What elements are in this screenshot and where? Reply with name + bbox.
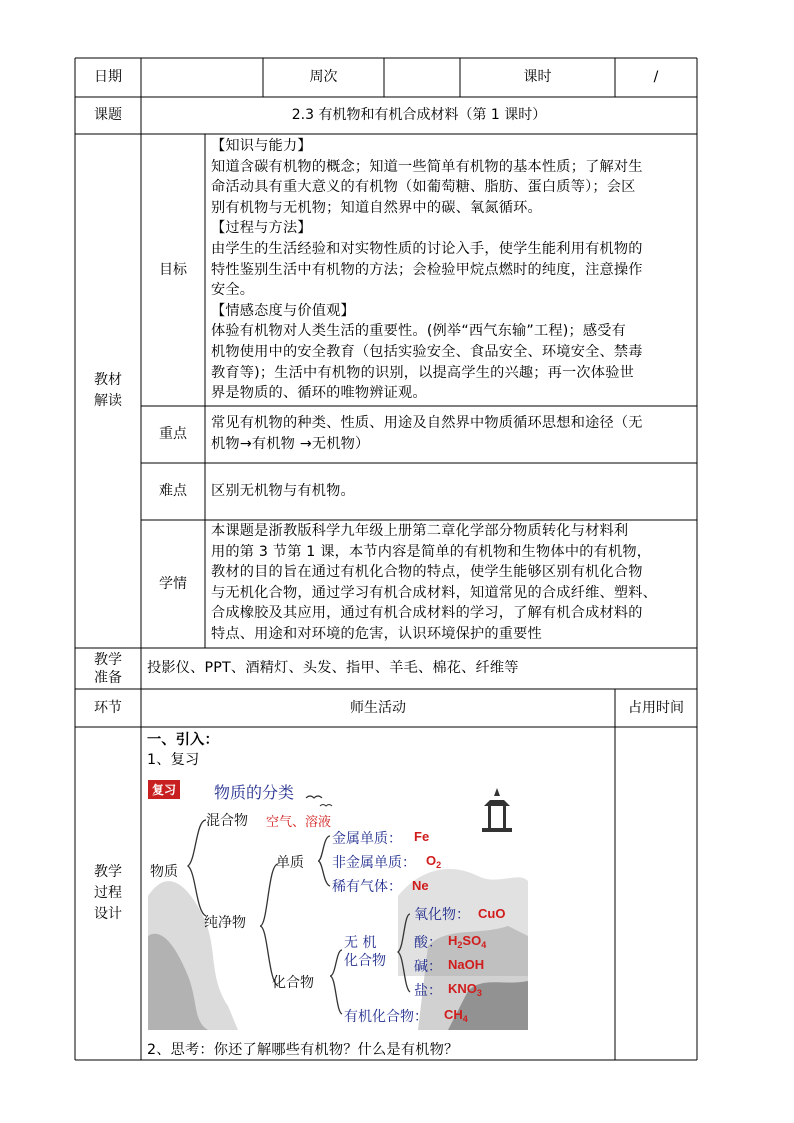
organic-subscript: 4 bbox=[462, 1014, 468, 1024]
node-pure: 纯净物 bbox=[204, 915, 246, 931]
think-item: 2、思考：你还了解哪些有机物？什么是有机物？ bbox=[147, 1042, 459, 1058]
situation-line: 本课题是浙教版科学九年级上册第二章化学部分物质转化与材料利 bbox=[211, 523, 629, 539]
node-inorganic-line2: 化合物 bbox=[344, 953, 386, 969]
node-mixture: 混合物 bbox=[206, 813, 248, 829]
node-nonmetal: 非金属单质： bbox=[332, 855, 416, 871]
difficulty-text: 区别无机物与有机物。 bbox=[211, 483, 355, 500]
acid-sub-b: 4 bbox=[481, 940, 487, 950]
activity-label: 师生活动 bbox=[350, 699, 406, 716]
organic-symbol: CH bbox=[444, 1007, 463, 1022]
goals-line: 【过程与方法】 bbox=[211, 220, 312, 237]
slide-title: 物质的分类 bbox=[214, 783, 295, 802]
acid-h: H bbox=[448, 933, 458, 948]
situation-line: 用的第 3 节第 1 课，本节内容是简单的有机物和生物体中的有机物， bbox=[211, 543, 652, 560]
oxide-formula: CuO bbox=[478, 906, 506, 921]
salt-subscript: 3 bbox=[476, 988, 482, 998]
pavilion-icon bbox=[482, 788, 512, 832]
metal-formula: Fe bbox=[414, 829, 430, 844]
salt-symbol: KNO bbox=[448, 981, 477, 996]
topic-value: 2.3 有机物和有机合成材料（第 1 课时） bbox=[291, 107, 547, 123]
preparation-label-line2: 准备 bbox=[94, 669, 122, 686]
key-line: 机物→有机物 →无机物） bbox=[211, 435, 370, 452]
analysis-label bbox=[75, 134, 141, 648]
salt-formula bbox=[448, 981, 482, 998]
situation-line: 与无机化合物，通过学习有机合成材料，知道常见的合成纤维、塑料、 bbox=[211, 584, 658, 601]
node-element: 单质 bbox=[276, 855, 304, 871]
node-compound: 化合物 bbox=[272, 975, 314, 991]
period-value: / bbox=[653, 69, 659, 85]
base-formula: NaOH bbox=[448, 957, 485, 972]
situation-text bbox=[211, 521, 695, 647]
goals-line: 命活动具有重大意义的有机物（如葡萄糖、脂肪、蛋白质等）；会区 bbox=[211, 179, 636, 196]
acid-sub-a: 2 bbox=[457, 940, 463, 950]
node-salt: 盐： bbox=[414, 983, 442, 999]
slide-badge: 复习 bbox=[148, 780, 180, 799]
goals-line: 安全。 bbox=[211, 282, 255, 299]
review-item: 1、复习 bbox=[147, 752, 200, 768]
date-label: 日期 bbox=[94, 69, 122, 85]
node-metal: 金属单质： bbox=[332, 831, 402, 847]
nonmetal-formula bbox=[426, 853, 441, 870]
mixture-examples: 空气、溶液 bbox=[266, 815, 332, 830]
goals-line: 体验有机物对人类生活的重要性。(例举“西气东输”工程)；感受有 bbox=[211, 323, 627, 340]
topic-label: 课题 bbox=[94, 107, 122, 123]
node-oxide: 氧化物： bbox=[414, 907, 470, 923]
analysis-label-line2: 解读 bbox=[94, 393, 122, 409]
intro-heading: 一、引入： bbox=[147, 732, 219, 748]
design-label bbox=[75, 727, 141, 1060]
goals-line: 【情感态度与价值观】 bbox=[211, 302, 355, 319]
design-label-line3: 设计 bbox=[94, 906, 122, 922]
goals-line: 【知识与能力】 bbox=[211, 138, 312, 154]
acid-formula bbox=[448, 933, 486, 950]
nonmetal-subscript: 2 bbox=[436, 860, 442, 870]
organic-formula bbox=[444, 1007, 468, 1024]
design-label-line2: 过程 bbox=[94, 885, 122, 901]
goals-line: 别有机物与无机物；知道自然界中的碳、氧氮循环。 bbox=[211, 199, 542, 216]
time-label: 占用时间 bbox=[628, 699, 684, 716]
week-label: 周次 bbox=[309, 69, 338, 85]
analysis-label-line1: 教材 bbox=[94, 372, 122, 388]
key-line: 常见有机物的种类、性质、用途及自然界中物质循环思想和途径（无 bbox=[211, 415, 643, 431]
week-value-cell[interactable] bbox=[384, 58, 460, 97]
node-noble: 稀有气体： bbox=[332, 879, 402, 895]
situation-line: 特点、用途和对环境的危害，认识环境保护的重要性 bbox=[211, 625, 542, 642]
goals-line: 特性鉴别生活中有机物的方法；会检验甲烷点燃时的纯度，注意操作 bbox=[211, 261, 643, 278]
nonmetal-symbol: O bbox=[426, 853, 437, 868]
date-value-cell[interactable] bbox=[141, 58, 263, 97]
goals-line: 界是物质的、循环的唯物辨证观。 bbox=[211, 385, 427, 402]
goals-line: 知道含碳有机物的概念；知道一些简单有机物的基本性质；了解对生 bbox=[211, 158, 643, 175]
situation-label: 学情 bbox=[159, 575, 187, 592]
goals-line: 由学生的生活经验和对实物性质的讨论入手，使学生能利用有机物的 bbox=[211, 240, 643, 257]
node-acid: 酸： bbox=[414, 935, 442, 951]
node-organic: 有机化合物： bbox=[344, 1009, 428, 1025]
design-label-line1: 教学 bbox=[94, 864, 122, 880]
node-base: 碱： bbox=[414, 959, 442, 975]
key-label: 重点 bbox=[159, 426, 187, 442]
goals-text bbox=[211, 136, 695, 404]
noble-formula: Ne bbox=[412, 878, 429, 893]
goals-line: 教育等)；生活中有机物的识别，以提高学生的兴趣；再一次体验世 bbox=[211, 364, 634, 381]
period-label: 课时 bbox=[523, 69, 552, 85]
node-root: 物质 bbox=[150, 864, 178, 880]
node-inorganic-line1: 无 机 bbox=[344, 935, 377, 951]
key-text bbox=[211, 413, 695, 459]
preparation-label bbox=[75, 648, 141, 689]
preparation-label-line1: 教学 bbox=[94, 651, 122, 668]
preparation-text: 投影仪、PPT、酒精灯、头发、指甲、羊毛、棉花、纤维等 bbox=[147, 660, 519, 677]
difficulty-label: 难点 bbox=[159, 483, 187, 499]
stage-label: 环节 bbox=[94, 699, 122, 716]
review-slide bbox=[148, 776, 528, 1030]
situation-line: 教材的目的旨在通过有机化合物的特点，使学生能够区别有机化合物 bbox=[211, 564, 643, 581]
acid-so: SO bbox=[462, 933, 482, 948]
goals-line: 机物使用中的安全教育（包括实验安全、食品安全、环境安全、禁毒 bbox=[211, 343, 643, 360]
goals-label: 目标 bbox=[159, 261, 187, 278]
situation-line: 合成橡胶及其应用，通过有机合成材料的学习，了解有机合成材料的 bbox=[211, 605, 643, 622]
